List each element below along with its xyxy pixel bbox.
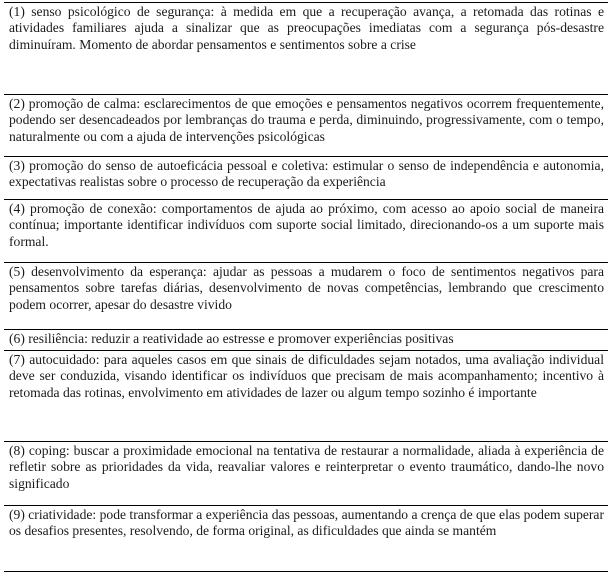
table-row-8: (8) coping: buscar a proximidade emocional na tentativa de restaurar a normalidade, aliada à experiência de refletir sobre as prioridades da vida, reavaliar valores e reinterpretar o evento traumático, dando-lhe novo significado	[4, 442, 608, 506]
table-row-7: (7) autocuidado: para aqueles casos em que sinais de dificuldades sejam notados, uma avaliação individual deve ser conduzida, visando identificar os indivíduos que precisam de mais acompanhamento; incentivo à retomada das rotinas, envolvimento em atividades de lazer ou algum tempo sozinho é importante	[4, 351, 608, 442]
table-row-2: (2) promoção de calma: esclarecimentos de que emoções e pensamentos negativos ocorrem frequentemente, podendo ser desencadeados por lembranças do trauma e perda, diminuindo, progressivamente, com o tempo, naturalmente ou com a ajuda de intervenções psicológicas	[4, 95, 608, 157]
table-row-3: (3) promoção do senso de autoeficácia pessoal e coletiva: estimular o senso de independência e autonomia, expectativas realistas sobre o processo de recuperação da experiência	[4, 157, 608, 200]
table-row-9: (9) criatividade: pode transformar a experiência das pessoas, aumentando a crença de que elas podem superar os desafios presentes, resolvendo, de forma original, as dificuldades que ainda se mantém	[4, 506, 608, 572]
table-row-6: (6) resiliência: reduzir a reatividade ao estresse e promover experiências positivas	[4, 330, 608, 351]
table-row-4: (4) promoção de conexão: comportamentos de ajuda ao próximo, com acesso ao apoio social de maneira contínua; importante identificar indivíduos com suporte social limitado, direcionando-os a um suporte mais formal.	[4, 200, 608, 263]
table-row-5: (5) desenvolvimento da esperança: ajudar as pessoas a mudarem o foco de sentimentos negativos para pensamentos sobre tarefas diárias, desenvolvimento de novas competências, lembrando que crescimento podem ocorrer, apesar do desastre vivido	[4, 263, 608, 330]
table-row-1: (1) senso psicológico de segurança: à medida em que a recuperação avança, a retomada das rotinas e atividades familiares ajuda a sinalizar que as preocupações imediatas com a segurança pós-desastre diminuíram. Momento de abordar pensamentos e sentimentos sobre a crise	[4, 3, 608, 95]
intervention-table	[4, 2, 608, 572]
